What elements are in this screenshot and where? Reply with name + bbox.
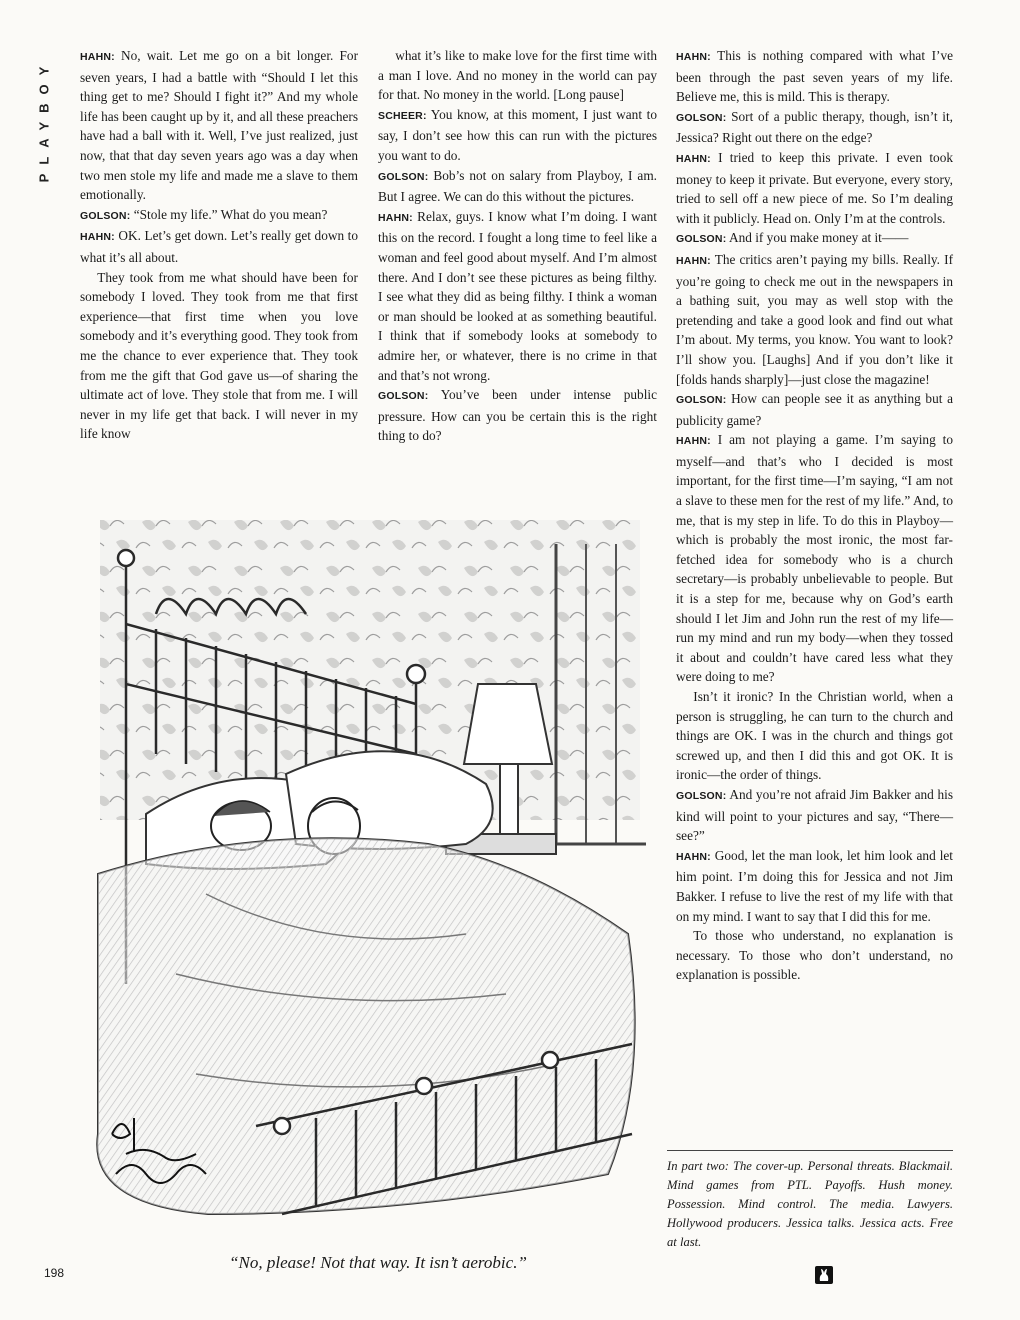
paragraph: [676, 46, 953, 107]
text-column-3: [676, 46, 953, 985]
paragraph: [676, 228, 953, 250]
speaker-label: HAHN:: [676, 51, 711, 63]
speaker-label: GOLSON:: [676, 111, 727, 124]
paragraph-text: Sort of a public therapy, though, isn’t it, Jessica? Right out there on the edge?: [676, 108, 953, 146]
speaker-label: GOLSON:: [676, 233, 727, 246]
paragraph-text: I tried to keep this private. I even took money to keep it private. But everyone, every story, tried to sell off a new piece of me. So I’m dealing with it publicly. Head on. Only I’m at the controls.: [676, 149, 953, 226]
speaker-label: HAHN:: [676, 850, 711, 863]
paragraph: [676, 926, 953, 985]
speaker-label: GOLSON:: [80, 209, 131, 222]
paragraph-text: The critics aren’t paying my bills. Really. If you’re going to check me out in the newspapers in a bathing suit, you may as well stop with the pretending and take a good look and find out what I’m about. My terms, you know. You want to look? I’ll show you. [Laughs] And if you don’t like it [folds hands sharply]—just close the magazine!: [676, 251, 953, 387]
paragraph: [676, 846, 953, 926]
paragraph-text: You know, at this moment, I just want to say, I don’t see how this can run with the pictures you want to do.: [378, 106, 657, 163]
text-column-2: [378, 46, 657, 446]
paragraph-text: Good, let the man look, let him look and let him point. I’m doing this for Jessica and not Jim Bakker. I refuse to live the rest of my life with that on my mind. I want to say that I did this for me.: [676, 847, 953, 924]
paragraph-text: Isn’t it ironic? In the Christian world, when a person is struggling, he can turn to the church and things are OK. I was in the church and things got screwed up, and then I did this and got OK. It is ironic—the order of things.: [676, 689, 953, 783]
paragraph-text: You’ve been under intense public pressure. How can you be certain this is the right thing to do?: [378, 387, 657, 444]
speaker-label: GOLSON:: [378, 390, 429, 403]
speaker-label: HAHN:: [80, 51, 115, 63]
text-column-1: [80, 46, 358, 444]
paragraph: [80, 46, 358, 205]
speaker-label: HAHN:: [676, 152, 711, 165]
paragraph: [378, 46, 657, 105]
paragraph: [676, 389, 953, 430]
paragraph-text: Bob’s not on salary from Playboy, I am. But I agree. We can do this without the pictures.: [378, 167, 657, 205]
paragraph-text: How can people see it as anything but a publicity game?: [676, 391, 953, 428]
paragraph-text: And you’re not afraid Jim Bakker and his kind will point to your pictures and say, “There—see?”: [676, 786, 953, 844]
paragraph: [378, 105, 657, 166]
speaker-label: GOLSON:: [378, 170, 429, 183]
paragraph-text: what it’s like to make love for the first time with a man I love. And no money in the world can pay for that. No money in the world. [Long pause]: [378, 48, 657, 103]
page-number: 198: [44, 1266, 65, 1280]
paragraph: [378, 166, 657, 207]
paragraph: [676, 785, 953, 846]
paragraph-text: To those who understand, no explanation is necessary. To those who don’t understand, no explanation is possible.: [676, 928, 953, 983]
paragraph-text: Relax, guys. I know what I’m doing. I want this on the record. I fought a long time to feel like a woman and feel good about myself. And I’m almost there. And I don’t see these pictures as being filthy. I see what they did as being filthy. I think a woman or man should be looked at as something beautiful. I think that if somebody looks at somebody to admire her, or whatever, there is no crime in that and that’s not wrong.: [378, 208, 657, 383]
paragraph-text: OK. Let’s get down. Let’s really get down to what it’s all about.: [80, 228, 358, 265]
speaker-label: GOLSON:: [676, 394, 727, 407]
speaker-label: HAHN:: [378, 211, 413, 224]
paragraph: [80, 226, 358, 267]
playboy-bunny-icon: [815, 1266, 833, 1284]
paragraph: [676, 687, 953, 785]
paragraph-text: This is nothing compared with what I’ve been through the past seven years of my life. Believe me, this is mild. This is therapy.: [676, 48, 953, 105]
speaker-label: HAHN:: [676, 435, 711, 448]
speaker-label: HAHN:: [80, 231, 115, 244]
paragraph-text: And if you make money at it——: [726, 230, 909, 246]
paragraph: [676, 250, 953, 389]
speaker-label: GOLSON:: [676, 789, 727, 802]
paragraph: [80, 268, 358, 444]
cartoon-caption: “No, please! Not that way. It isn’t aerobic.”: [229, 1253, 527, 1272]
paragraph: [378, 207, 657, 385]
paragraph-text: They took from me what should have been for somebody I loved. They took from me that first experience—that first time when you love somebody and it’s everything good. They took from me the chance to ever experience that. They took from me the gift that God gave us—of sharing the ultimate act of love. They stole that from me. I will never in my life get that back. I will never in my life know: [80, 269, 358, 442]
bed-blanket: [97, 838, 634, 1214]
speaker-label: SCHEER:: [378, 109, 427, 122]
paragraph-text: No, wait. Let me go on a bit longer. For seven years, I had a battle with “Should I let this thing get to me? Should I fight it?” And my whole life has been caught up by it, and all these preachers have had a ball with it. Well, I’ve just realized, just now, that that day seven years ago was a day when two men stole my life and made me a slave to them emotionally.: [80, 48, 358, 203]
paragraph: [676, 148, 953, 228]
paragraph: [378, 385, 657, 446]
magazine-vertical-logo: PLAYBOY: [36, 57, 52, 183]
paragraph-text: I am not playing a game. I’m saying to myself—and that’s who I decided is most important, for the first time—I’m saying, “I am not a slave to these men for the rest of my life.” And, to me, that is my step in life. To do this in Playboy—which is probably the most ironic, the most far-fetched idea for somebody who is a church secretary—is probably unbelievable to people. But it is a step for me, because why on God’s earth should I let Jim and John run the rest of my life—run my mind and run my body—when they tossed it about and couldn’t have cared less what they were doing to me?: [676, 432, 953, 685]
cartoon-illustration: [86, 514, 654, 1238]
speaker-label: HAHN:: [676, 254, 711, 267]
part-two-teaser: In part two: The cover-up. Personal threats. Blackmail. Mind games from PTL. Payoffs. Hush money. Possession. Mind control. The media. Lawyers. Hollywood producers. Jessica talks. Jessica acts. Free at last.: [667, 1150, 953, 1252]
paragraph: [676, 430, 953, 687]
paragraph-text: “Stole my life.” What do you mean?: [130, 206, 328, 222]
paragraph: [80, 205, 358, 227]
paragraph: [676, 107, 953, 148]
